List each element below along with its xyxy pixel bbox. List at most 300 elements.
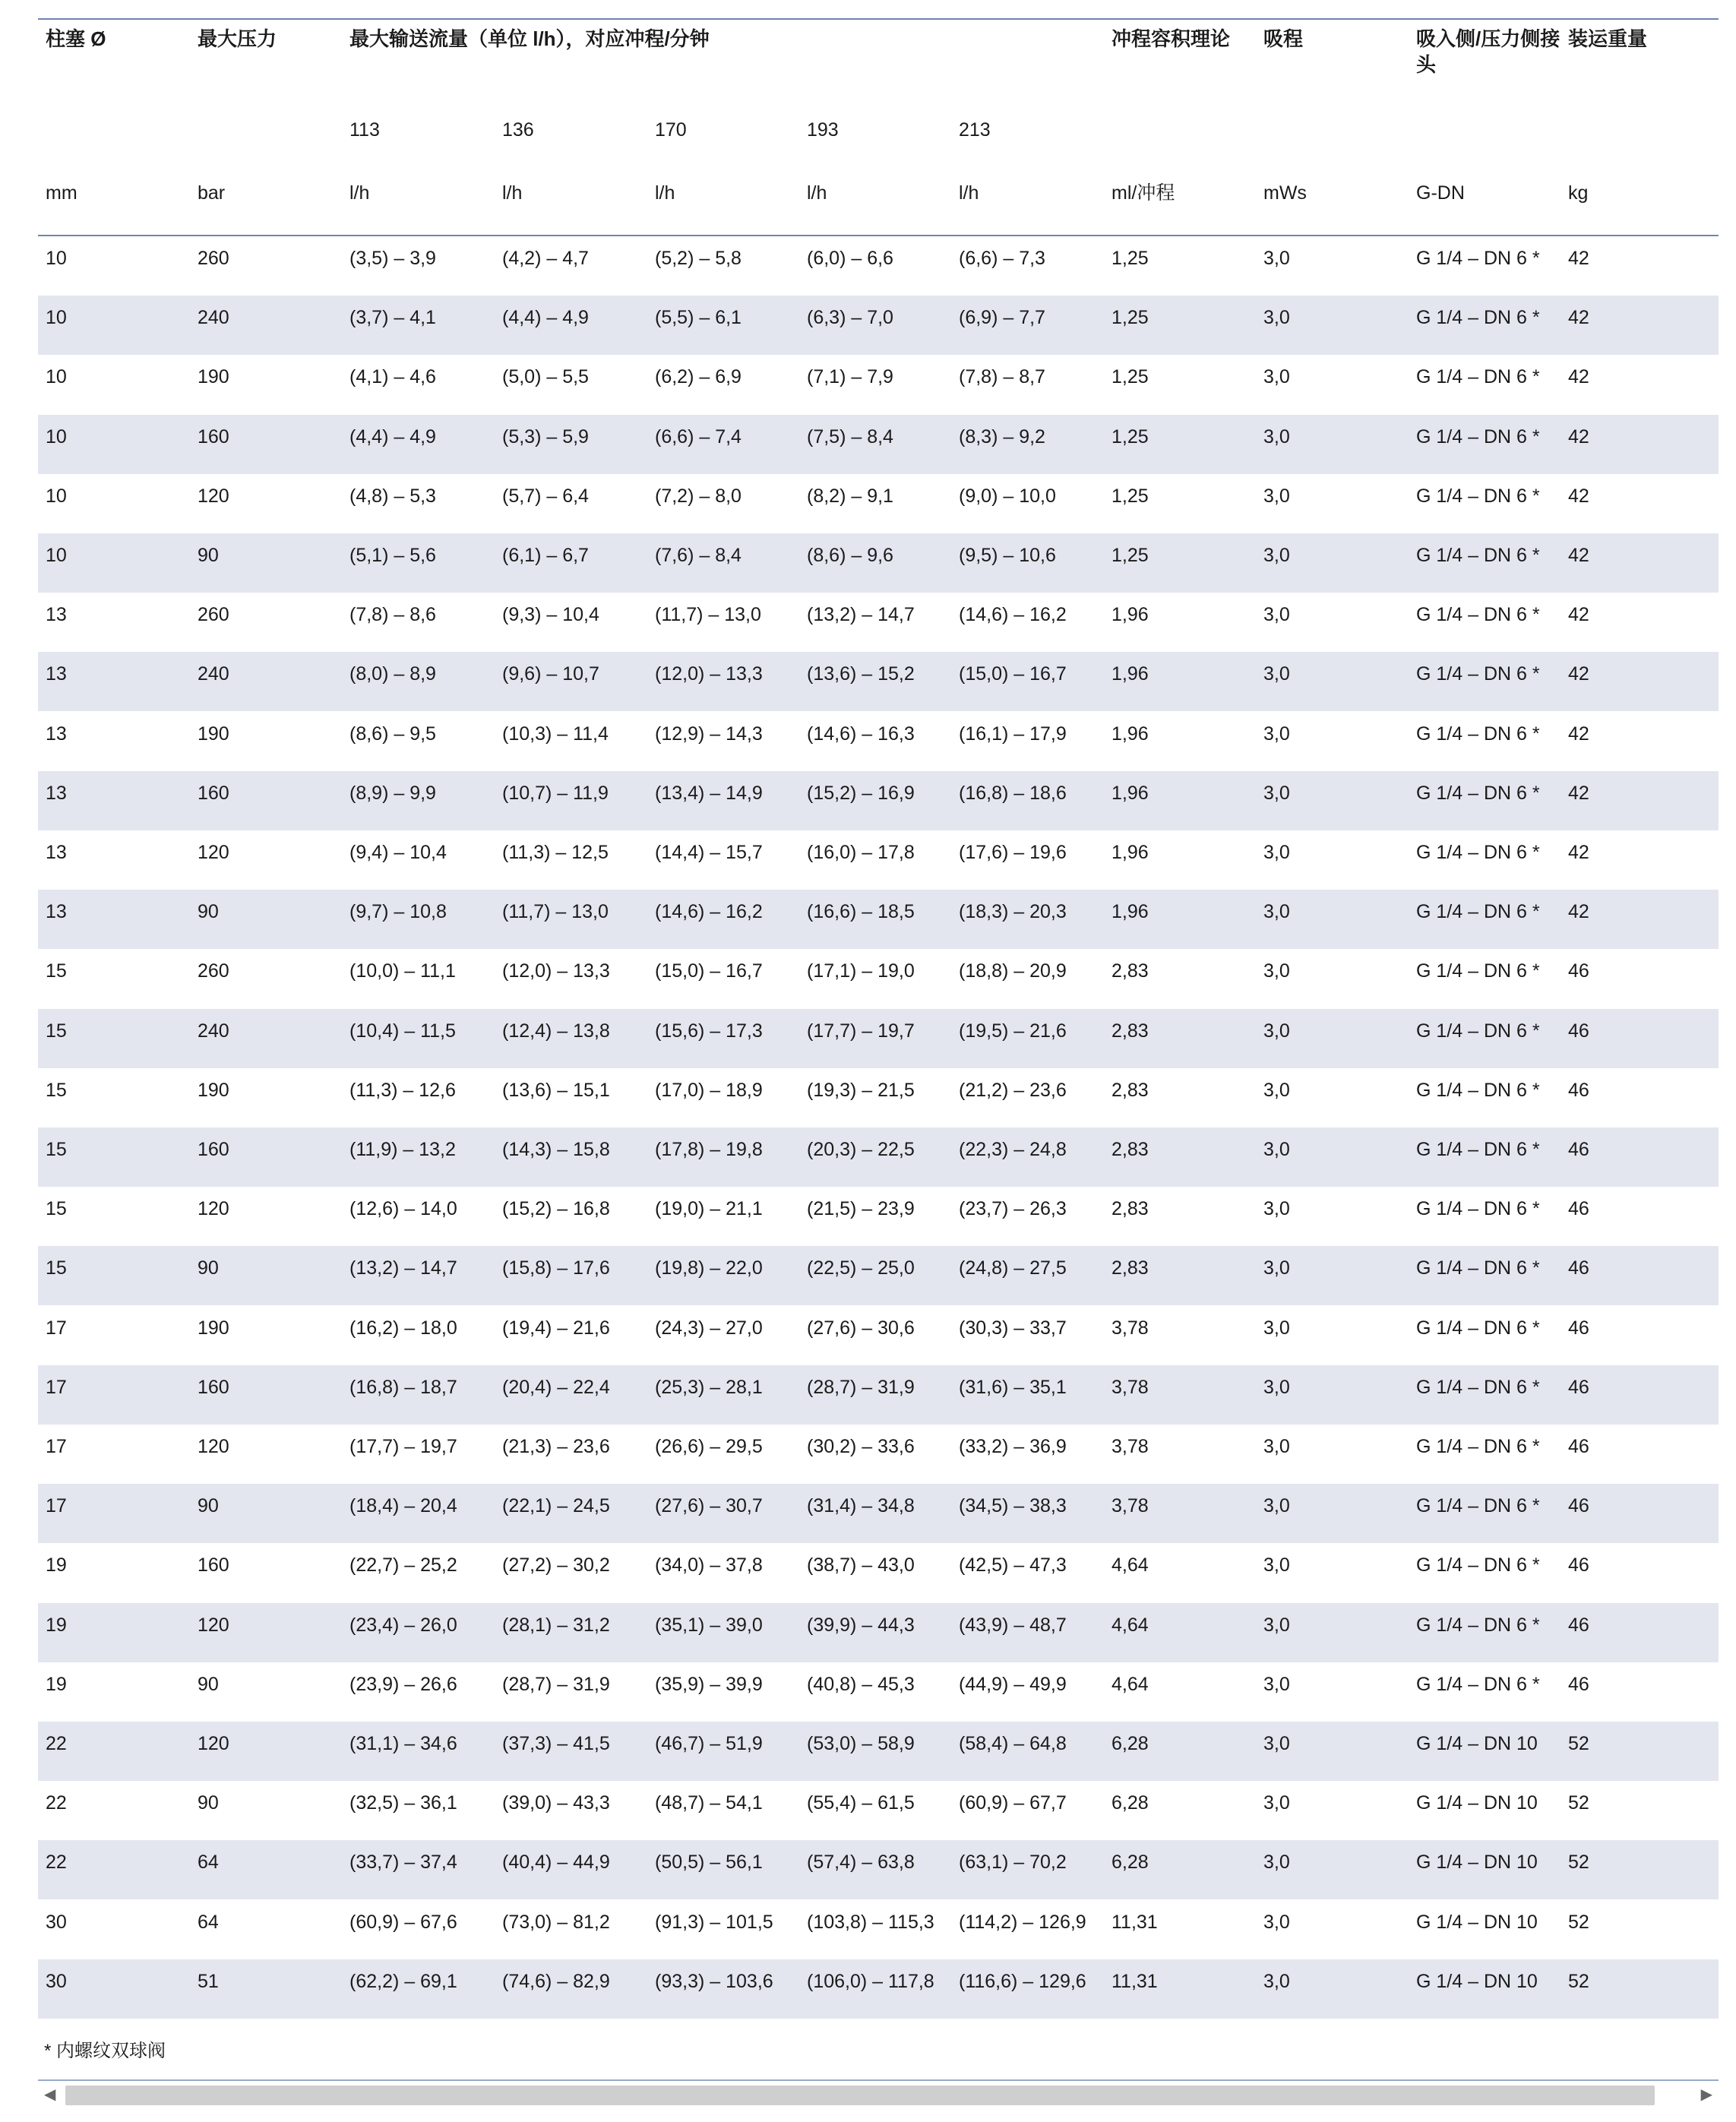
table-cell: 190: [198, 1080, 229, 1101]
table-cell: (19,4) – 21,6: [502, 1317, 610, 1339]
table-cell: 46: [1568, 1020, 1589, 1042]
table-cell: 2,83: [1111, 1080, 1149, 1101]
table-cell: (28,7) – 31,9: [807, 1377, 915, 1398]
table-cell: 260: [198, 960, 229, 982]
table-cell: 1,96: [1111, 663, 1149, 685]
table-cell: (19,8) – 22,0: [655, 1257, 763, 1279]
table-cell: 42: [1568, 723, 1589, 745]
table-cell: (8,6) – 9,5: [349, 723, 436, 745]
table-cell: (6,2) – 6,9: [655, 366, 742, 387]
table-cell: (11,7) – 13,0: [655, 604, 761, 625]
table-cell: 42: [1568, 604, 1589, 625]
table-cell: G 1/4 – DN 6 *: [1416, 248, 1540, 269]
table-cell: 42: [1568, 485, 1589, 507]
table-cell: 46: [1568, 960, 1589, 982]
table-cell: 1,96: [1111, 901, 1149, 922]
table-cell: (34,0) – 37,8: [655, 1554, 763, 1576]
table-cell: (17,7) – 19,7: [807, 1020, 915, 1042]
table-cell: (13,4) – 14,9: [655, 783, 763, 804]
table-cell: 3,0: [1263, 1377, 1290, 1398]
table-cell: (106,0) – 117,8: [807, 1971, 934, 1992]
table-cell: (38,7) – 43,0: [807, 1554, 915, 1576]
table-cell: 3,0: [1263, 1436, 1290, 1457]
table-cell: 3,78: [1111, 1495, 1149, 1516]
table-cell: 240: [198, 663, 229, 685]
table-cell: 52: [1568, 1912, 1589, 1933]
table-cell: 46: [1568, 1257, 1589, 1279]
table-cell: 4,64: [1111, 1554, 1149, 1576]
table-cell: (19,3) – 21,5: [807, 1080, 915, 1101]
table-cell: (39,0) – 43,3: [502, 1792, 610, 1814]
table-cell: (14,3) – 15,8: [502, 1139, 610, 1160]
table-cell: (20,3) – 22,5: [807, 1139, 915, 1160]
table-cell: (9,7) – 10,8: [349, 901, 447, 922]
table-cell: 13: [46, 663, 67, 685]
table-cell: (24,3) – 27,0: [655, 1317, 763, 1339]
table-cell: (37,3) – 41,5: [502, 1733, 610, 1754]
table-cell: (27,6) – 30,6: [807, 1317, 915, 1339]
table-cell: 42: [1568, 663, 1589, 685]
table-cell: (16,0) – 17,8: [807, 842, 915, 863]
table-cell: 240: [198, 1020, 229, 1042]
table-cell: 64: [198, 1852, 219, 1873]
table-cell: 1,25: [1111, 426, 1149, 447]
table-cell: 3,0: [1263, 248, 1290, 269]
stroke-rate: 136: [502, 119, 534, 141]
table-cell: (28,1) – 31,2: [502, 1614, 610, 1636]
table-cell: G 1/4 – DN 6 *: [1416, 842, 1540, 863]
table-cell: 22: [46, 1792, 67, 1814]
table-cell: 3,78: [1111, 1377, 1149, 1398]
table-cell: (57,4) – 63,8: [807, 1852, 915, 1873]
table-cell: (21,2) – 23,6: [959, 1080, 1067, 1101]
table-cell: G 1/4 – DN 10: [1416, 1733, 1538, 1754]
table-cell: (20,4) – 22,4: [502, 1377, 610, 1398]
table-cell: G 1/4 – DN 6 *: [1416, 485, 1540, 507]
table-cell: (30,3) – 33,7: [959, 1317, 1067, 1339]
table-cell: G 1/4 – DN 6 *: [1416, 1614, 1540, 1636]
table-cell: 42: [1568, 426, 1589, 447]
table-row: [38, 1543, 1719, 1602]
table-cell: (15,0) – 16,7: [655, 960, 763, 982]
table-cell: 4,64: [1111, 1674, 1149, 1695]
table-cell: 19: [46, 1674, 67, 1695]
table-cell: G 1/4 – DN 6 *: [1416, 545, 1540, 566]
table-cell: G 1/4 – DN 6 *: [1416, 1436, 1540, 1457]
table-cell: (3,5) – 3,9: [349, 248, 436, 269]
table-cell: (43,9) – 48,7: [959, 1614, 1067, 1636]
table-cell: (6,6) – 7,4: [655, 426, 742, 447]
table-cell: 260: [198, 604, 229, 625]
table-cell: 10: [46, 545, 67, 566]
table-row: [38, 1187, 1719, 1246]
table-cell: 1,25: [1111, 366, 1149, 387]
table-cell: (50,5) – 56,1: [655, 1852, 763, 1873]
table-cell: 3,0: [1263, 366, 1290, 387]
table-cell: 15: [46, 1020, 67, 1042]
table-row: [38, 1068, 1719, 1127]
table-cell: 1,96: [1111, 842, 1149, 863]
table-cell: (35,9) – 39,9: [655, 1674, 763, 1695]
table-cell: G 1/4 – DN 6 *: [1416, 723, 1540, 745]
table-cell: 90: [198, 1674, 219, 1695]
table-cell: 17: [46, 1377, 67, 1398]
table-cell: 46: [1568, 1377, 1589, 1398]
table-cell: (34,5) – 38,3: [959, 1495, 1067, 1516]
table-row: [38, 1306, 1719, 1365]
table-cell: (60,9) – 67,6: [349, 1912, 457, 1933]
table-cell: 17: [46, 1436, 67, 1457]
table-cell: (11,9) – 13,2: [349, 1139, 456, 1160]
table-cell: (19,0) – 21,1: [655, 1198, 763, 1219]
table-cell: 1,25: [1111, 248, 1149, 269]
unit-label: l/h: [807, 182, 827, 204]
stroke-rate: 113: [349, 119, 380, 141]
column-header: 吸入侧/压力侧接头: [1416, 27, 1561, 76]
table-cell: (23,4) – 26,0: [349, 1614, 457, 1636]
table-cell: 3,0: [1263, 1674, 1290, 1695]
table-cell: 3,0: [1263, 1495, 1290, 1516]
table-cell: 2,83: [1111, 1139, 1149, 1160]
table-cell: 10: [46, 485, 67, 507]
table-cell: 3,0: [1263, 307, 1290, 328]
table-cell: 3,0: [1263, 1733, 1290, 1754]
table-cell: 120: [198, 1436, 229, 1457]
table-cell: 46: [1568, 1554, 1589, 1576]
table-cell: 42: [1568, 248, 1589, 269]
table-cell: G 1/4 – DN 6 *: [1416, 663, 1540, 685]
table-cell: (7,5) – 8,4: [807, 426, 893, 447]
table-cell: (22,5) – 25,0: [807, 1257, 915, 1279]
unit-label: ml/冲程: [1111, 182, 1175, 204]
table-cell: (33,2) – 36,9: [959, 1436, 1067, 1457]
unit-label: l/h: [349, 182, 370, 204]
table-cell: (9,3) – 10,4: [502, 604, 599, 625]
table-cell: 52: [1568, 1971, 1589, 1992]
table-cell: (31,1) – 34,6: [349, 1733, 457, 1754]
table-cell: G 1/4 – DN 6 *: [1416, 604, 1540, 625]
unit-label: mWs: [1263, 182, 1307, 204]
table-cell: 1,25: [1111, 545, 1149, 566]
table-cell: (12,9) – 14,3: [655, 723, 763, 745]
table-cell: (17,1) – 19,0: [807, 960, 915, 982]
table-cell: 3,0: [1263, 1912, 1290, 1933]
table-cell: 240: [198, 307, 229, 328]
table-cell: 17: [46, 1317, 67, 1339]
unit-label: kg: [1568, 182, 1589, 204]
table-cell: (22,1) – 24,5: [502, 1495, 610, 1516]
table-cell: (23,7) – 26,3: [959, 1198, 1067, 1219]
table-cell: 3,0: [1263, 1792, 1290, 1814]
table-cell: G 1/4 – DN 6 *: [1416, 426, 1540, 447]
table-cell: (7,8) – 8,7: [959, 366, 1045, 387]
table-cell: (10,4) – 11,5: [349, 1020, 456, 1042]
table-cell: 15: [46, 1080, 67, 1101]
table-cell: 4,64: [1111, 1614, 1149, 1636]
table-cell: (13,6) – 15,2: [807, 663, 915, 685]
table-cell: (17,7) – 19,7: [349, 1436, 457, 1457]
table-cell: 51: [198, 1971, 219, 1992]
table-cell: 15: [46, 1198, 67, 1219]
table-row: [38, 474, 1719, 533]
table-cell: (31,4) – 34,8: [807, 1495, 915, 1516]
table-cell: (42,5) – 47,3: [959, 1554, 1067, 1576]
table-cell: (15,0) – 16,7: [959, 663, 1067, 685]
header-row: [38, 26, 1719, 87]
table-cell: (27,2) – 30,2: [502, 1554, 610, 1576]
table-cell: (4,8) – 5,3: [349, 485, 436, 507]
table-cell: G 1/4 – DN 10: [1416, 1852, 1538, 1873]
table-cell: G 1/4 – DN 6 *: [1416, 1317, 1540, 1339]
table-cell: G 1/4 – DN 6 *: [1416, 1139, 1540, 1160]
table-cell: 46: [1568, 1198, 1589, 1219]
table-cell: (8,3) – 9,2: [959, 426, 1045, 447]
table-cell: (15,2) – 16,9: [807, 783, 915, 804]
table-cell: (116,6) – 129,6: [959, 1971, 1086, 1992]
table-row: [38, 1603, 1719, 1662]
table-cell: (60,9) – 67,7: [959, 1792, 1067, 1814]
footnote: * 内螺纹双球阀: [44, 2041, 166, 2061]
table-cell: (21,3) – 23,6: [502, 1436, 610, 1457]
table-row: [38, 1840, 1719, 1899]
table-cell: (15,6) – 17,3: [655, 1020, 763, 1042]
table-cell: 46: [1568, 1436, 1589, 1457]
table-cell: (7,2) – 8,0: [655, 485, 742, 507]
table-cell: (74,6) – 82,9: [502, 1971, 610, 1992]
table-cell: (16,8) – 18,6: [959, 783, 1067, 804]
table-row: [38, 830, 1719, 890]
table-cell: (5,3) – 5,9: [502, 426, 589, 447]
table-cell: (62,2) – 69,1: [349, 1971, 457, 1992]
table-cell: (55,4) – 61,5: [807, 1792, 915, 1814]
table-cell: (24,8) – 27,5: [959, 1257, 1067, 1279]
table-cell: (17,6) – 19,6: [959, 842, 1067, 863]
table-cell: 90: [198, 901, 219, 922]
table-row: [38, 1722, 1719, 1781]
table-cell: (31,6) – 35,1: [959, 1377, 1067, 1398]
table-cell: (114,2) – 126,9: [959, 1912, 1086, 1933]
table-cell: (12,4) – 13,8: [502, 1020, 610, 1042]
table-cell: (44,9) – 49,9: [959, 1674, 1067, 1695]
table-row: [38, 355, 1719, 414]
table-cell: 120: [198, 1198, 229, 1219]
table-cell: (9,4) – 10,4: [349, 842, 447, 863]
table-cell: 1,96: [1111, 604, 1149, 625]
table-cell: 30: [46, 1912, 67, 1933]
column-header: 吸程: [1263, 27, 1304, 50]
table-cell: (9,0) – 10,0: [959, 485, 1056, 507]
table-cell: 15: [46, 960, 67, 982]
table-cell: (16,2) – 18,0: [349, 1317, 457, 1339]
scroll-left-icon[interactable]: ◀: [44, 2086, 56, 2103]
table-cell: (6,9) – 7,7: [959, 307, 1045, 328]
table-cell: (10,7) – 11,9: [502, 783, 609, 804]
table-cell: 13: [46, 723, 67, 745]
table-row: [38, 1365, 1719, 1425]
table-cell: 1,96: [1111, 783, 1149, 804]
table-cell: 13: [46, 783, 67, 804]
table-cell: (8,0) – 8,9: [349, 663, 436, 685]
table-cell: 2,83: [1111, 1198, 1149, 1219]
table-cell: 120: [198, 485, 229, 507]
table-cell: 3,0: [1263, 1080, 1290, 1101]
table-cell: (18,3) – 20,3: [959, 901, 1067, 922]
table-cell: G 1/4 – DN 6 *: [1416, 1080, 1540, 1101]
table-cell: 13: [46, 604, 67, 625]
table-cell: 22: [46, 1852, 67, 1873]
table-cell: (16,8) – 18,7: [349, 1377, 457, 1398]
unit-label: l/h: [959, 182, 979, 204]
table-cell: 1,25: [1111, 307, 1149, 328]
table-row: [38, 1246, 1719, 1305]
unit-label: l/h: [655, 182, 675, 204]
table-cell: (13,2) – 14,7: [349, 1257, 457, 1279]
table-cell: (18,4) – 20,4: [349, 1495, 457, 1516]
table-cell: (39,9) – 44,3: [807, 1614, 915, 1636]
table-cell: (4,1) – 4,6: [349, 366, 436, 387]
table-cell: (73,0) – 81,2: [502, 1912, 610, 1933]
table-cell: 3,0: [1263, 1198, 1290, 1219]
table-cell: 160: [198, 783, 229, 804]
scroll-right-icon[interactable]: ▶: [1700, 2086, 1712, 2103]
table-cell: 13: [46, 901, 67, 922]
table-cell: 11,31: [1111, 1971, 1158, 1992]
table-cell: 120: [198, 1733, 229, 1754]
table-cell: (4,4) – 4,9: [502, 307, 589, 328]
table-cell: (33,7) – 37,4: [349, 1852, 457, 1873]
table-cell: G 1/4 – DN 10: [1416, 1971, 1538, 1992]
table-cell: 30: [46, 1971, 67, 1992]
table-cell: (32,5) – 36,1: [349, 1792, 457, 1814]
table-cell: 3,0: [1263, 901, 1290, 922]
table-cell: 15: [46, 1139, 67, 1160]
scroll-thumb[interactable]: [65, 2086, 1655, 2105]
table-cell: (11,7) – 13,0: [502, 901, 609, 922]
table-cell: 190: [198, 723, 229, 745]
table-cell: (40,8) – 45,3: [807, 1674, 915, 1695]
table-cell: (9,6) – 10,7: [502, 663, 599, 685]
column-header: 柱塞 Ø: [46, 27, 106, 50]
table-cell: 42: [1568, 783, 1589, 804]
table-cell: (27,6) – 30,7: [655, 1495, 763, 1516]
table-cell: (22,3) – 24,8: [959, 1139, 1067, 1160]
table-cell: 6,28: [1111, 1792, 1149, 1814]
column-header: 最大输送流量（单位 l/h），对应冲程/分钟: [349, 27, 710, 50]
table-cell: 6,28: [1111, 1852, 1149, 1873]
table-cell: 10: [46, 366, 67, 387]
horizontal-scrollbar[interactable]: [38, 2079, 1719, 2107]
unit-label: l/h: [502, 182, 523, 204]
table-cell: G 1/4 – DN 6 *: [1416, 901, 1540, 922]
table-row: [38, 1959, 1719, 2019]
table-row: [38, 1662, 1719, 1722]
table-cell: 13: [46, 842, 67, 863]
table-cell: (23,9) – 26,6: [349, 1674, 457, 1695]
table-cell: (58,4) – 64,8: [959, 1733, 1067, 1754]
table-cell: 42: [1568, 307, 1589, 328]
table-cell: 46: [1568, 1614, 1589, 1636]
table-row: [38, 296, 1719, 355]
table-cell: 160: [198, 1554, 229, 1576]
table-cell: (26,6) – 29,5: [655, 1436, 763, 1457]
table-cell: 64: [198, 1912, 219, 1933]
table-cell: G 1/4 – DN 6 *: [1416, 307, 1540, 328]
table-cell: (6,0) – 6,6: [807, 248, 893, 269]
table-cell: 3,0: [1263, 663, 1290, 685]
table-cell: (9,5) – 10,6: [959, 545, 1056, 566]
column-header: 冲程容积理论: [1111, 27, 1231, 50]
strokes-row: [38, 117, 1719, 147]
table-cell: 3,0: [1263, 426, 1290, 447]
table-cell: (12,6) – 14,0: [349, 1198, 457, 1219]
column-header: 装运重量: [1568, 27, 1648, 50]
table-cell: (16,1) – 17,9: [959, 723, 1067, 745]
table-cell: 17: [46, 1495, 67, 1516]
table-cell: 52: [1568, 1852, 1589, 1873]
table-cell: (4,4) – 4,9: [349, 426, 436, 447]
table-row: [38, 593, 1719, 652]
table-cell: 1,96: [1111, 723, 1149, 745]
table-cell: 3,0: [1263, 960, 1290, 982]
table-cell: 11,31: [1111, 1912, 1158, 1933]
table-cell: (93,3) – 103,6: [655, 1971, 773, 1992]
table-cell: 52: [1568, 1733, 1589, 1754]
table-cell: (16,6) – 18,5: [807, 901, 915, 922]
table-top-rule: [38, 18, 1719, 20]
table-cell: (8,2) – 9,1: [807, 485, 893, 507]
table-cell: (15,2) – 16,8: [502, 1198, 610, 1219]
table-cell: (3,7) – 4,1: [349, 307, 436, 328]
table-cell: 22: [46, 1733, 67, 1754]
table-cell: (53,0) – 58,9: [807, 1733, 915, 1754]
table-cell: 3,78: [1111, 1436, 1149, 1457]
unit-label: mm: [46, 182, 77, 204]
table-cell: 90: [198, 1495, 219, 1516]
table-cell: 260: [198, 248, 229, 269]
table-row: [38, 890, 1719, 949]
table-cell: 3,0: [1263, 1852, 1290, 1873]
table-cell: 90: [198, 545, 219, 566]
table-cell: (22,7) – 25,2: [349, 1554, 457, 1576]
table-cell: (7,8) – 8,6: [349, 604, 436, 625]
table-cell: (17,0) – 18,9: [655, 1080, 763, 1101]
table-cell: (30,2) – 33,6: [807, 1436, 915, 1457]
table-cell: 3,0: [1263, 1971, 1290, 1992]
table-cell: G 1/4 – DN 6 *: [1416, 1674, 1540, 1695]
table-cell: (6,1) – 6,7: [502, 545, 589, 566]
table-cell: (7,6) – 8,4: [655, 545, 742, 566]
table-cell: (6,6) – 7,3: [959, 248, 1045, 269]
table-cell: 3,0: [1263, 1554, 1290, 1576]
table-cell: (10,0) – 11,1: [349, 960, 456, 982]
table-cell: (18,8) – 20,9: [959, 960, 1067, 982]
table-cell: 2,83: [1111, 960, 1149, 982]
table-cell: (46,7) – 51,9: [655, 1733, 763, 1754]
table-cell: 42: [1568, 842, 1589, 863]
table-cell: (7,1) – 7,9: [807, 366, 893, 387]
table-cell: 6,28: [1111, 1733, 1149, 1754]
table-cell: (40,4) – 44,9: [502, 1852, 610, 1873]
table-row: [38, 236, 1719, 296]
table-cell: 190: [198, 366, 229, 387]
table-cell: 90: [198, 1792, 219, 1814]
table-row: [38, 1425, 1719, 1484]
table-cell: (5,7) – 6,4: [502, 485, 589, 507]
table-cell: 160: [198, 1377, 229, 1398]
table-cell: 46: [1568, 1317, 1589, 1339]
table-cell: 3,0: [1263, 604, 1290, 625]
table-cell: (14,6) – 16,3: [807, 723, 915, 745]
